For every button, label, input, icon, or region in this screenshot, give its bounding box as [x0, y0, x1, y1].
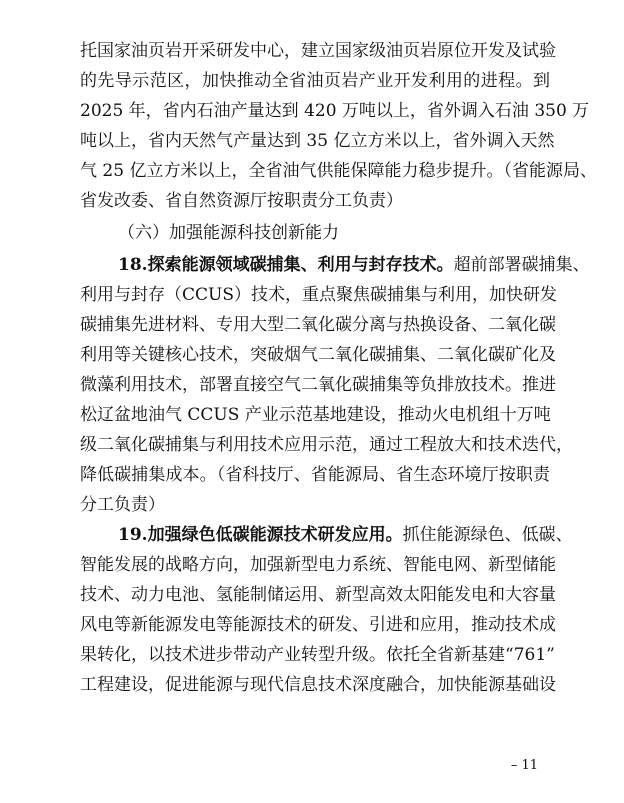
body-line: 省发改委、省自然资源厅按职责分工负责）	[80, 191, 403, 211]
body-line: 智能发展的战略方向，加强新型电力系统、智能电网、新型储能	[80, 555, 556, 575]
item-18-text: 超前部署碳捕集、	[453, 255, 590, 275]
body-line: 的先导示范区，加快推动全省油页岩产业开发利用的进程。到	[80, 71, 550, 91]
body-line: 吨以上，省内天然气产量达到 35 亿立方米以上，省外调入天然	[80, 131, 555, 151]
body-line: 利用与封存（CCUS）技术，重点聚焦碳捕集与利用，加快研发	[80, 285, 557, 305]
body-line: 风电等新能源发电等能源技术的研发、引进和应用，推动技术成	[80, 615, 556, 635]
body-line: 降低碳捕集成本。（省科技厅、省能源局、省生态环境厅按职责	[80, 465, 550, 485]
item-18-title: 18.探索能源领域碳捕集、利用与封存技术。	[118, 255, 454, 275]
item-19-text: 抓住能源绿色、低碳、	[402, 525, 573, 545]
body-line: 2025 年，省内石油产量达到 420 万吨以上，省外调入石油 350 万	[80, 101, 590, 121]
body-line: 碳捕集先进材料、专用大型二氧化碳分离与热换设备、二氧化碳	[80, 315, 556, 335]
body-line: 工程建设，促进能源与现代信息技术深度融合，加快能源基础设	[80, 675, 556, 695]
body-line: 果转化，以技术进步带动产业转型升级。依托全省新基建“761”	[80, 645, 555, 665]
body-line: 分工负责）	[80, 495, 165, 515]
body-line: 级二氧化碳捕集与利用技术应用示范，通过工程放大和技术迭代，	[80, 435, 573, 455]
item-19-first-line	[118, 520, 573, 550]
body-line: 利用等关键核心技术，突破烟气二氧化碳捕集、二氧化碳矿化及	[80, 345, 556, 365]
page-number: – 11	[510, 758, 538, 773]
item-19-title: 19.加强绿色低碳能源技术研发应用。	[118, 525, 403, 545]
item-18-first-line	[118, 250, 590, 280]
body-line: 气 25 亿立方米以上，全省油气供能保障能力稳步提升。（省能源局、	[80, 161, 597, 181]
body-line: 微藻利用技术，部署直接空气二氧化碳捕集等负排放技术。推进	[80, 375, 556, 395]
body-line: 松辽盆地油气 CCUS 产业示范基地建设，推动火电机组十万吨	[80, 405, 551, 425]
body-line: 技术、动力电池、氢能制储运用、新型高效太阳能发电和大容量	[80, 585, 556, 605]
section-heading: （六）加强能源科技创新能力	[118, 223, 339, 243]
body-line: 托国家油页岩开采研发中心，建立国家级油页岩原位开发及试验	[80, 41, 556, 61]
